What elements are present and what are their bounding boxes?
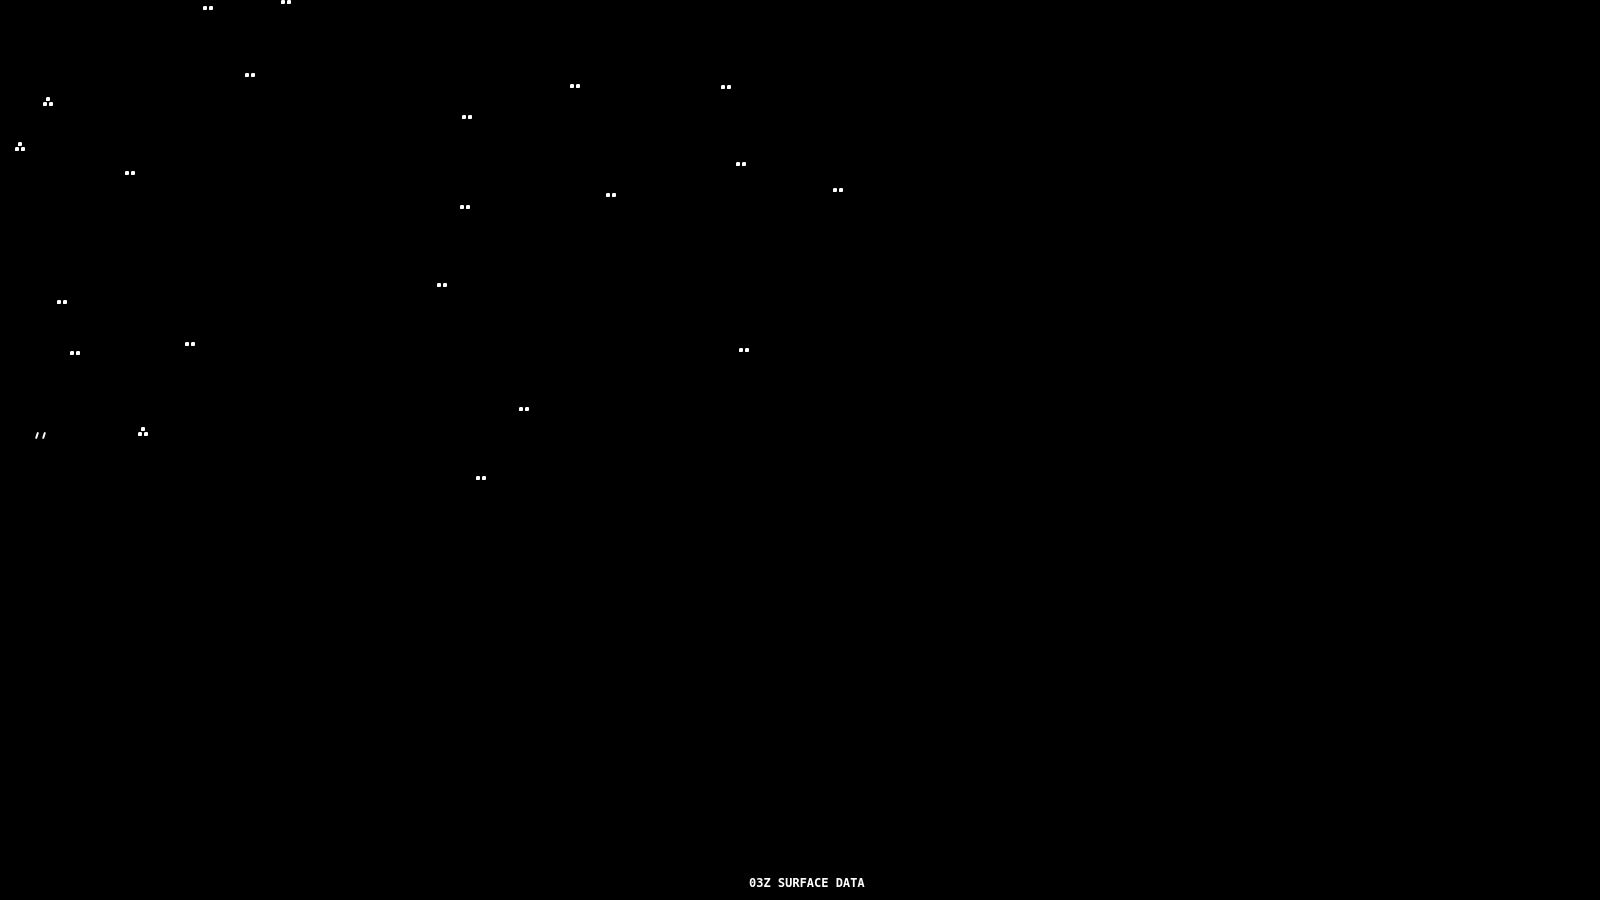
station-dot (468, 115, 472, 119)
station-dot (460, 205, 464, 209)
station-dot (138, 432, 142, 436)
station-dot (727, 85, 731, 89)
station-dot (745, 348, 749, 352)
station-dot (43, 102, 47, 106)
station-dot (519, 407, 523, 411)
station-dot (281, 0, 285, 4)
station-slash-mark (42, 432, 46, 439)
station-dot (476, 476, 480, 480)
station-dot (70, 351, 74, 355)
station-dot (525, 407, 529, 411)
station-dot (833, 188, 837, 192)
station-dot (209, 6, 213, 10)
station-dot (185, 342, 189, 346)
station-dot (76, 351, 80, 355)
station-dot (612, 193, 616, 197)
station-dot (576, 84, 580, 88)
station-dot (251, 73, 255, 77)
station-dot (606, 193, 610, 197)
station-dot (721, 85, 725, 89)
station-dot (287, 0, 291, 4)
station-dot (15, 147, 19, 151)
station-dot (21, 147, 25, 151)
station-dot (437, 283, 441, 287)
station-dot (570, 84, 574, 88)
station-dot (144, 432, 148, 436)
station-dot (245, 73, 249, 77)
station-dot (131, 171, 135, 175)
station-dot (839, 188, 843, 192)
station-dot (466, 205, 470, 209)
station-dot (57, 300, 61, 304)
station-dot (46, 97, 50, 101)
station-dot (739, 348, 743, 352)
station-dot (203, 6, 207, 10)
station-dot (125, 171, 129, 175)
station-dot (736, 162, 740, 166)
station-dot (191, 342, 195, 346)
station-dot (49, 102, 53, 106)
station-dot (443, 283, 447, 287)
station-dot (482, 476, 486, 480)
station-dot (462, 115, 466, 119)
map-title-label: 03Z SURFACE DATA (749, 876, 865, 890)
station-dot (742, 162, 746, 166)
station-dot (141, 427, 145, 431)
station-slash-mark (35, 432, 39, 439)
station-dot (18, 142, 22, 146)
station-dot (63, 300, 67, 304)
